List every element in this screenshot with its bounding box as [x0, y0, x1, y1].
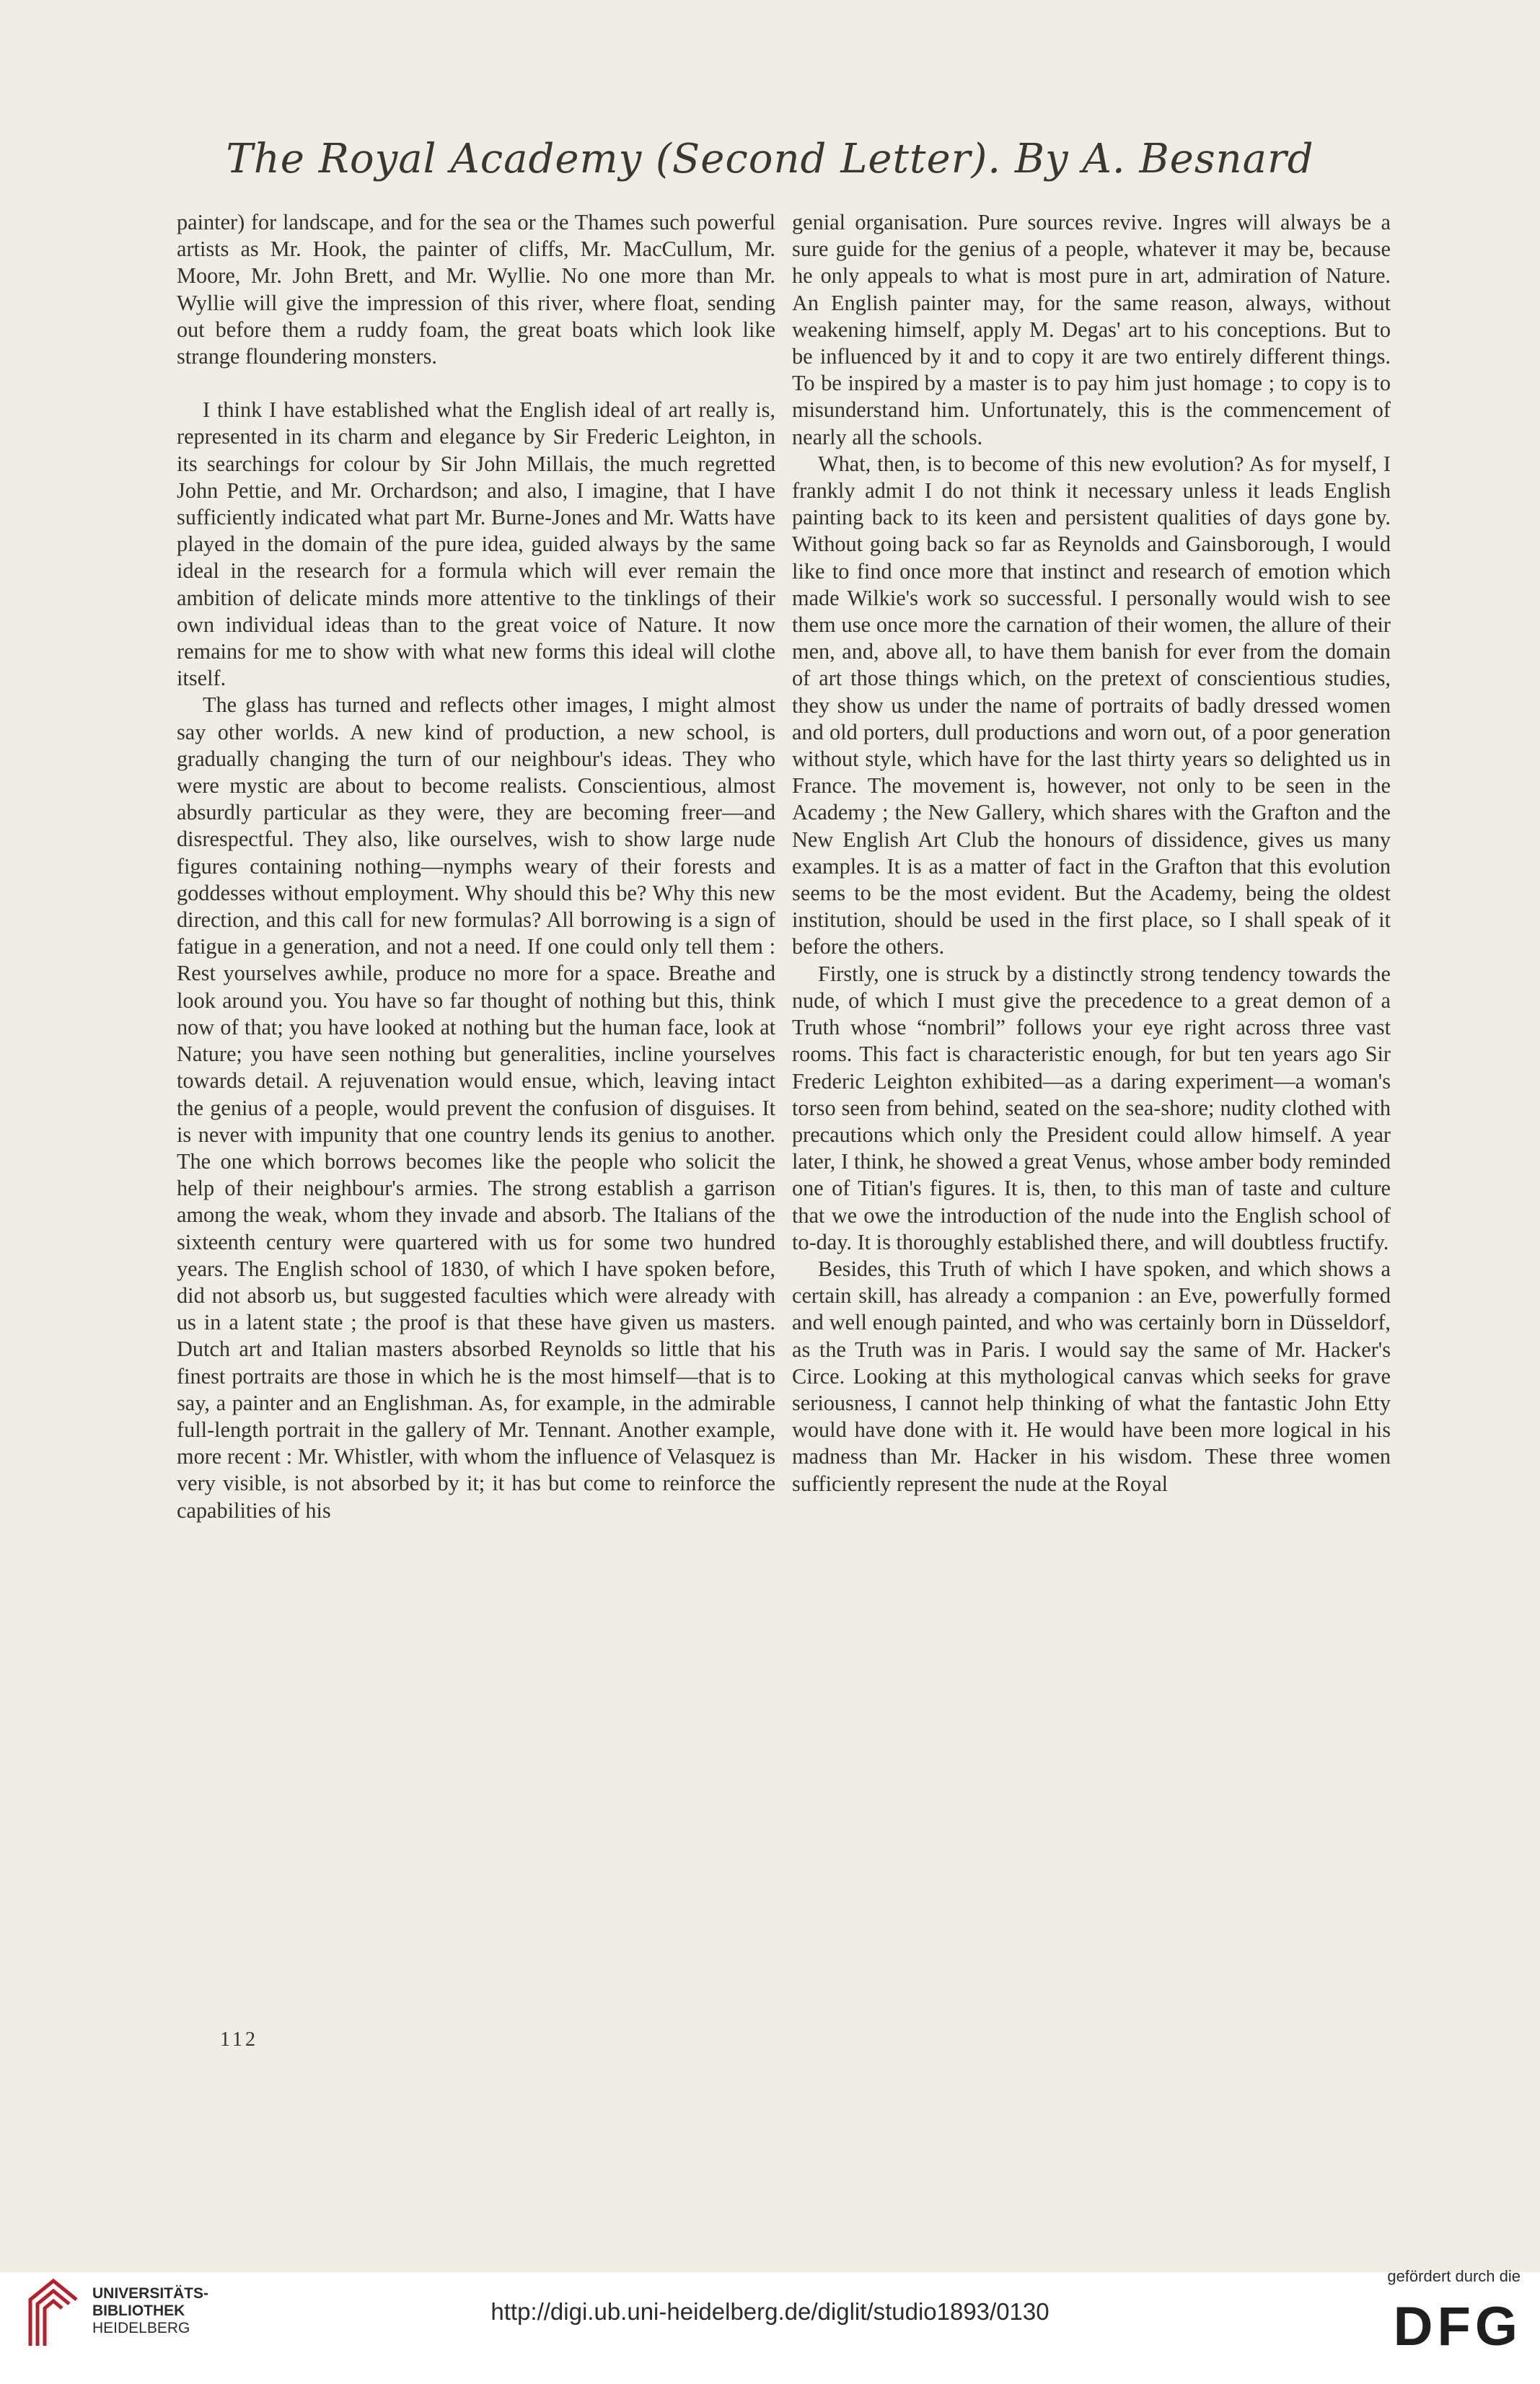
footer-bar — [0, 2272, 1540, 2384]
dfg-logo: DFG — [1393, 2296, 1522, 2357]
page-header: The Royal Academy (Second Letter). By A. Besnard — [226, 136, 1314, 182]
paragraph: Besides, this Truth of which I have spoken, and which shows a certain skill, has already a companion : an Eve, powerfully formed and well enough painted, and who was certainly born in Düsseldorf, as the Truth was in Paris. I would say the same of Mr. Hacker's Circe. Looking at this mythological canvas which seeks for grave seriousness, I cannot help thinking of what the fantastic John Etty would have done with it. He would have been more logical in his madness than Mr. Hacker in his wisdom. These three women sufficiently represent the nude at the Royal — [792, 1256, 1391, 1496]
funding-note: gefördert durch die — [1387, 2267, 1521, 2285]
paragraph: What, then, is to become of this new evolution? As for myself, I frankly admit I do not think it necessary unless it leads English painting back to its keen and persistent qualities of days gone by. Without going back so far as Reynolds and Gainsborough, I would like to find once more that instinct and research of emotion which made Wilkie's work so successful. I personally would wish to see them use once more the carnation of their women, the allure of their men, and, above all, to have them banish for ever from the domain of art those things which, on the pretext of conscientious studies, they show us under the name of portraits of badly dressed women and old porters, dull productions and worn out, of a poor generation without style, which have for the last thirty years so delighted us in France. The movement is, however, not only to be seen in the Academy ; the New Gallery, which shares with the Grafton and the New English Art Club the honours of dissidence, gives us many examples. It is as a matter of fact in the Grafton that this evolution seems to be the most evident. But the Academy, being the oldest institution, should be used in the first place, so I shall speak of it before the others. — [792, 451, 1391, 959]
paragraph: Firstly, one is struck by a distinctly strong tendency towards the nude, of which I must give the precedence to a great demon of a Truth whose “nombril” follows your eye right across three vast rooms. This fact is characteristic enough, for but ten years ago Sir Frederic Leighton exhibited—as a daring experiment—a woman's torso seen from behind, seated on the sea-shore; nudity clothed with precautions which only the President could allow himself. A year later, I think, he showed a great Venus, whose amber body reminded one of Titian's figures. It is, then, to this man of taste and culture that we owe the introduction of the nude into the English school of to-day. It is thoroughly established there, and will doubtless fructify. — [792, 961, 1391, 1254]
paragraph: I think I have established what the English ideal of art really is, represented in its charm and elegance by Sir Frederic Leighton, in its searchings for colour by Sir John Millais, the much regretted John Pettie, and Mr. Orchardson; and also, I imagine, that I have sufficiently indicated what part Mr. Burne-Jones and Mr. Watts have played in the domain of the pure idea, guided always by the same ideal in the research for a formula which will ever remain the ambition of delicate minds more attentive to the tinklings of their own individual ideas than to the great voice of Nature. It now remains for me to show with what new forms this ideal will clothe itself. — [177, 397, 775, 691]
right-column — [792, 209, 1391, 1497]
permalink-url[interactable]: http://digi.ub.uni-heidelberg.de/diglit/studio1893/0130 — [490, 2298, 1050, 2325]
paragraph: painter) for landscape, and for the sea or the Thames such powerful artists as Mr. Hook, the painter of cliffs, Mr. MacCullum, Mr. Moore, Mr. John Brett, and Mr. Wyllie. No one more than Mr. Wyllie will give the impression of this river, where float, sending out before them a ruddy foam, the great boats which look like strange floundering monsters. — [177, 210, 775, 369]
paragraph: genial organisation. Pure sources revive. Ingres will always be a sure guide for the genius of a people, whatever it may be, because he only appeals to what is most pure in art, admiration of Nature. An English painter may, for the same reason, always, without weakening himself, apply M. Degas' art to his conceptions. But to be influenced by it and to copy it are two entirely different things. To be inspired by a master is to pay him just homage ; to copy is to misunderstand him. Unfortunately, this is the commencement of nearly all the schools. — [792, 210, 1391, 449]
university-library-name: UNIVERSITÄTS- BIBLIOTHEK HEIDELBERG — [92, 2285, 209, 2336]
left-column — [177, 209, 775, 1524]
page-number: 112 — [220, 2028, 258, 2051]
paragraph: The glass has turned and reflects other images, I might almost say other worlds. A new kind of production, a new school, is gradually changing the turn of our neighbour's ideas. They who were mystic are about to become realists. Conscientious, almost absurdly particular as they were, they are becoming freer—and disrespectful. They also, like ourselves, wish to show large nude figures containing nothing—nymphs weary of their forests and goddesses without employment. Why should this be? Why this new direction, and this call for new formulas? All borrowing is a sign of fatigue in a generation, and not a need. If one could only tell them : Rest yourselves awhile, produce no more for a space. Breathe and look around you. You have so far thought of nothing but this, think now of that; you have looked at nothing but the human face, look at Nature; you have seen nothing but generalities, incline yourselves towards detail. A rejuvenation would ensue, which, leaving intact the genius of a people, would prevent the confusion of disguises. It is never with impunity that one country lends its genius to another. The one which borrows becomes like the people who solicit the help of their neighbour's armies. The strong establish a garrison among the weak, whom they invade and absorb. The Italians of the sixteenth century were quartered with us for some two hundred years. The English school of 1830, of which I have spoken before, did not absorb us, but suggested faculties which were already with us in a latent state ; the proof is that these have given us masters. Dutch art and Italian masters absorbed Reynolds so little that his finest portraits are those in which he is the most himself—that is to say, a painter and an Englishman. As, for example, in the admirable full-length portrait in the gallery of Mr. Tennant. Another example, more recent : Mr. Whistler, with whom the influence of Velasquez is very visible, is not absorbed by it; it has but come to reinforce the capabilities of his — [177, 692, 775, 1523]
